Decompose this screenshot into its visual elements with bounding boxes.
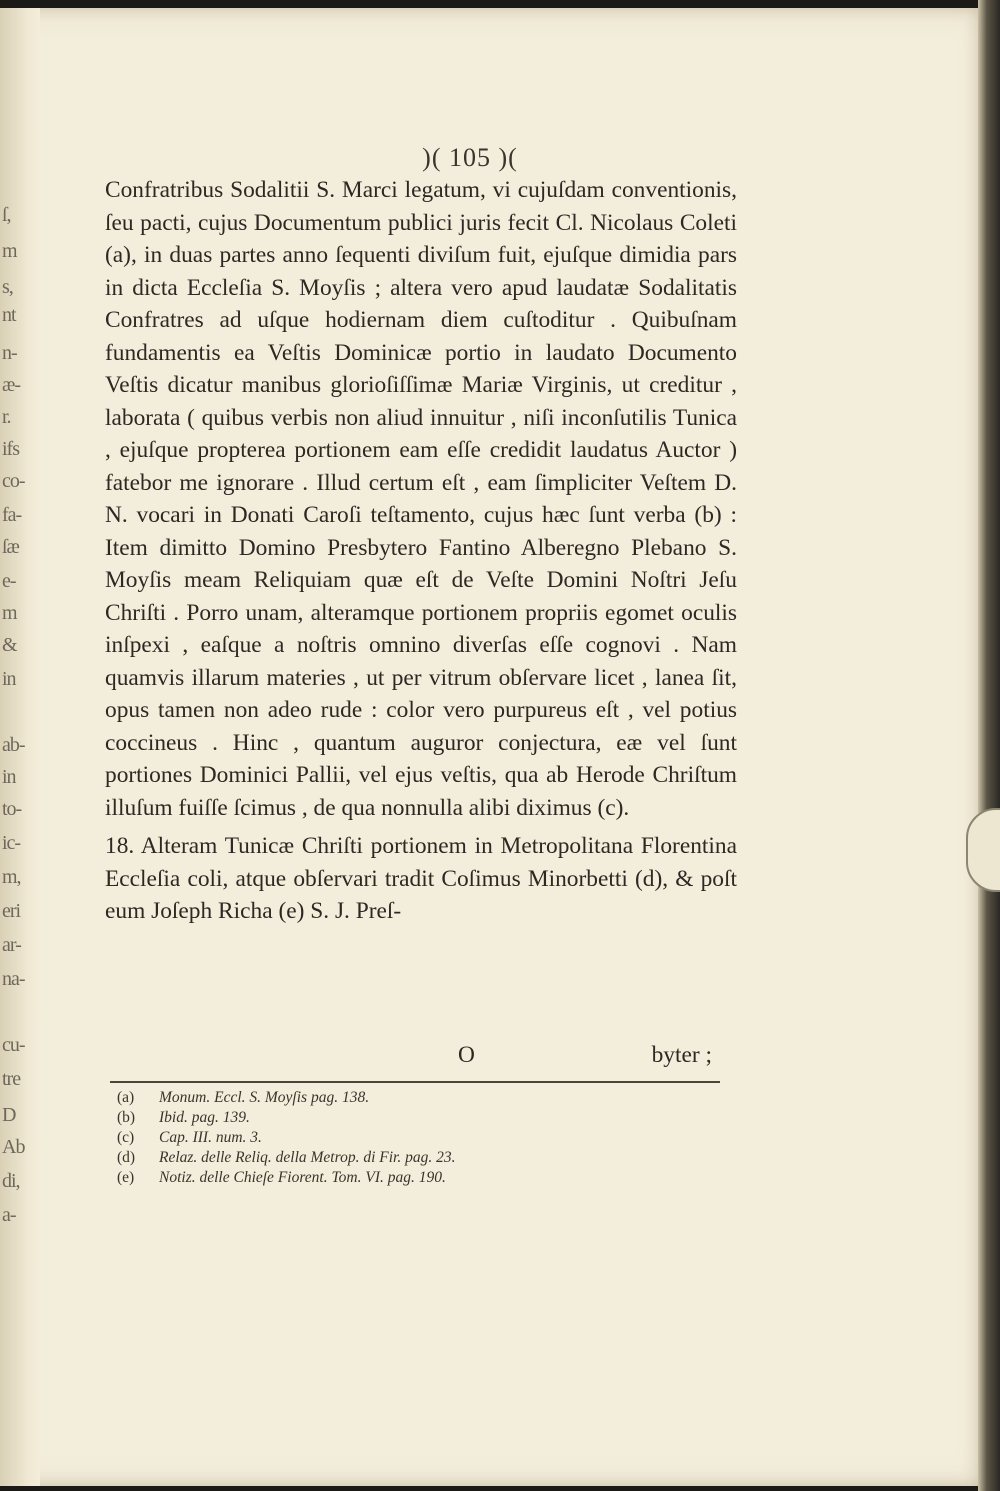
footnote-text: Relaz. delle Reliq. della Metrop. di Fir. pag. 23.: [159, 1149, 456, 1166]
bleed-text: a-: [2, 1204, 16, 1226]
bleed-text: æ-: [2, 374, 20, 396]
footnote-text: Notiz. delle Chieſe Fiorent. Tom. VI. pag. 190.: [159, 1169, 446, 1186]
footnote: [117, 1088, 717, 1108]
page-number: )( 105 )(: [422, 143, 518, 172]
bleed-text: e-: [2, 570, 16, 592]
footnotes: [117, 1088, 717, 1188]
footnote-mark: (a): [117, 1089, 135, 1106]
page-clip: [966, 808, 1000, 892]
footnote-text: Cap. III. num. 3.: [159, 1129, 262, 1146]
bleed-text: Ab: [2, 1136, 25, 1158]
body-text: [105, 174, 737, 928]
bleed-text: di,: [2, 1170, 20, 1192]
footnote: [117, 1148, 717, 1168]
bleed-text: to-: [2, 798, 22, 820]
bleed-text: eri: [2, 900, 21, 922]
footnote-mark: (d): [117, 1149, 136, 1166]
bleed-text: ifs: [2, 438, 19, 460]
footnote-mark: (c): [117, 1129, 135, 1146]
footnote: [117, 1128, 717, 1148]
footnote-text: Ibid. pag. 139.: [159, 1109, 250, 1126]
signature-mark: O: [458, 1042, 475, 1068]
bleed-text: fa-: [2, 504, 22, 526]
bleed-text: in: [2, 766, 16, 788]
bleed-text: n-: [2, 342, 17, 364]
right-book-edge: [978, 0, 1000, 1491]
bleed-text: r.: [2, 406, 11, 428]
footnote-mark: (b): [117, 1109, 136, 1126]
bleed-text: nt: [2, 304, 16, 326]
footnote-mark: (e): [117, 1169, 135, 1186]
paragraph: 18. Alteram Tunicæ Chriſti portionem in Metropolitana Florentina Eccleſia coli, atque obſervari tradit Coſimus Minorbetti (d), & poſt eum Joſeph Richa (e) S. J. Preſ-: [105, 833, 737, 924]
page-header: [0, 143, 1000, 173]
footnote: [117, 1108, 717, 1128]
bleed-text: m: [2, 240, 17, 262]
bleed-text: na-: [2, 968, 25, 990]
bleed-text: tre: [2, 1068, 21, 1090]
catchword: byter ;: [651, 1042, 712, 1068]
bleed-text: ar-: [2, 934, 21, 956]
bleed-text: m: [2, 602, 17, 624]
bleed-text: s,: [2, 276, 13, 298]
footnote-text: Monum. Eccl. S. Moyſis pag. 138.: [159, 1089, 370, 1106]
bleed-text: in: [2, 668, 16, 690]
bleed-text: ſ,: [2, 204, 11, 226]
footnote: [117, 1168, 717, 1188]
footnote-rule: [110, 1081, 720, 1083]
bleed-text: co-: [2, 470, 25, 492]
bleed-text: m,: [2, 866, 21, 888]
bleed-text: D: [2, 1104, 16, 1126]
bleed-text: ic-: [2, 832, 21, 854]
bleed-text: ſæ: [2, 536, 19, 558]
bleed-text: &: [2, 634, 17, 656]
bleed-text: cu-: [2, 1034, 25, 1056]
paragraph: Confratribus Sodalitii S. Marci legatum, vi cujuſdam conventionis, ſeu pacti, cujus Documentum publici juris fecit Cl. Nicolaus Coleti (a), in duas partes anno ſequenti diviſum fuit, ejuſque dimidia pars in dicta Eccleſia S. Moyſis ; altera vero apud laudatæ Sodalitatis Confratres ad uſque hodiernam diem cuſtoditur . Quibuſnam fundamentis ea Veſtis Dominicæ portio in laudato Documento Veſtis dicatur manibus glorioſiſſimæ Mariæ Virginis, ut creditur , laborata ( quibus verbis non aliud innuitur , niſi inconſutilis Tunica , ejuſque propterea portionem eam eſſe credidit laudatus Auctor ) fatebor me ignorare . Illud certum eſt , eam ſimpliciter Veſtem D. N. vocari in Donati Caroſi teſtamento, cujus hæc ſunt verba (b) : Item dimitto Domino Presbytero Fantino Alberegno Plebano S. Moyſis meam Reliquiam quæ eſt de Veſte Domini Noſtri Jeſu Chriſti . Porro unam, alteramque portionem propriis egomet oculis inſpexi , eaſque a noſtris omnino diverſas eſſe cognovi . Nam quamvis illarum materies , ut per vitrum obſervare licet , lanea ſit, opus tamen non adeo rude : color vero purpureus eſt , vel potius coccineus . Hinc , quantum auguror conjectura, eæ vel ſunt portiones Dominici Pallii, vel ejus veſtis, qua ab Herode Chriſtum illuſum fuiſſe ſcimus , de qua nonnulla alibi diximus (c).: [105, 177, 737, 821]
bleed-text: ab-: [2, 734, 25, 756]
